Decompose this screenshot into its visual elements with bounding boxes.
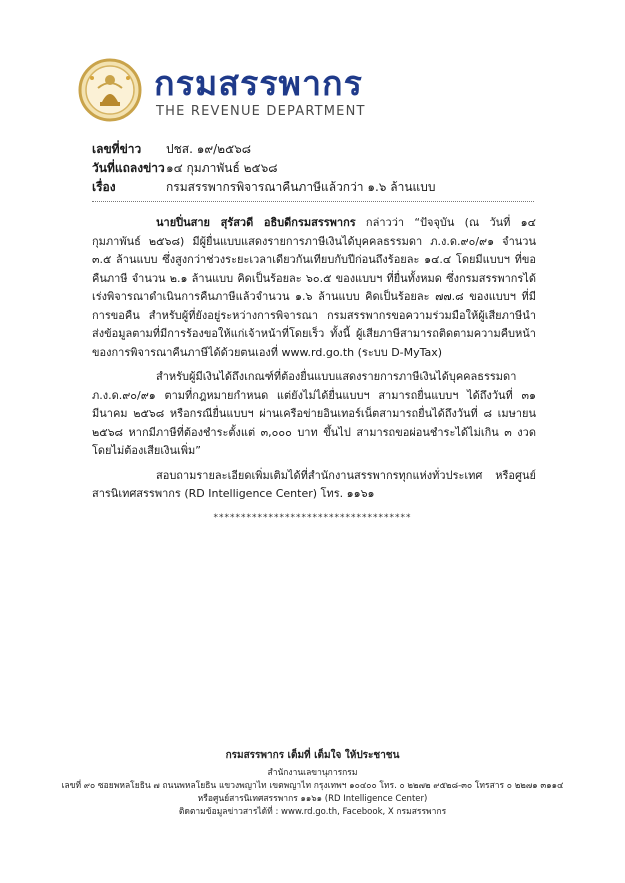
release-date-value: ๑๔ กุมภาพันธ์ ๒๕๖๘ bbox=[166, 161, 278, 175]
paragraph-3: สอบถามรายละเอียดเพิ่มเติมได้ที่สำนักงานสรรพากรทุกแห่งทั่วประเทศ หรือศูนย์สารนิเทศสรรพากร (RD Intelligence Center) โทร. ๑๑๖๑ bbox=[92, 468, 536, 500]
release-date-label: วันที่แถลงข่าว bbox=[92, 161, 165, 175]
footer-office: สำนักงานเลขานุการกรม bbox=[267, 768, 358, 778]
subject-label: เรื่อง bbox=[92, 180, 116, 194]
press-release-body bbox=[92, 214, 536, 510]
footer-follow: ติดตามข้อมูลข่าวสารได้ที่ : www.rd.go.th, Facebook, X กรมสรรพากร bbox=[178, 807, 447, 817]
brand-subtitle: THE REVENUE DEPARTMENT bbox=[156, 104, 366, 119]
revenue-department-seal-logo bbox=[78, 58, 142, 122]
speaker-name: นายปิ่นสาย สุรัสวดี อธิบดีกรมสรรพากร bbox=[156, 216, 356, 229]
footer bbox=[0, 749, 625, 819]
dotted-divider bbox=[92, 201, 534, 202]
footer-center: หรือศูนย์สารนิเทศสรรพากร ๑๑๖๑ (RD Intelligence Center) bbox=[197, 794, 428, 804]
subject-value: กรมสรรพากรพิจารณาคืนภาษีแล้วกว่า ๑.๖ ล้านแบบ bbox=[166, 180, 436, 194]
subject-row bbox=[92, 178, 436, 197]
news-meta bbox=[92, 140, 436, 197]
letterhead bbox=[78, 58, 558, 128]
end-of-text-stars: ************************************ bbox=[213, 513, 412, 523]
paragraph-2: สำหรับผู้มีเงินได้ถึงเกณฑ์ที่ต้องยื่นแบบแสดงรายการภาษีเงินได้บุคคลธรรมดา ภ.ง.ด.๙๐/๙๑ ตามที่กฎหมายกำหนด แต่ยังไม่ได้ยื่นแบบฯ สามารถยื่นแบบฯ ได้ถึงวันที่ ๓๑ มีนาคม ๒๕๖๘ หรือกรณียื่นแบบฯ ผ่านเครือข่ายอินเทอร์เน็ตสามารถยื่นได้ถึงวันที่ ๘ เมษายน ๒๕๖๘ หากมีภาษีที่ต้องชำระตั้งแต่ ๓,๐๐๐ บาท ขึ้นไป สามารถขอผ่อนชำระได้ไม่เกิน ๓ งวด โดยไม่ต้องเสียเงินเพิ่ม” bbox=[92, 370, 536, 457]
brand-name: กรมสรรพากร bbox=[154, 64, 363, 104]
paragraph-1-text: กล่าวว่า “ปัจจุบัน (ณ วันที่ ๑๔ กุมภาพันธ์ ๒๕๖๘) มีผู้ยื่นแบบแสดงรายการภาษีเงินได้บุคคลธรรมดา ภ.ง.ด.๙๐/๙๑ จำนวน ๓.๕ ล้านแบบ ซึ่งสูงกว่าช่วงระยะเวลาเดียวกันเทียบกับปีก่อนถึงร้อยละ ๑๔.๔ โดยมีแบบฯ ที่ขอคืนภาษี จำนวน ๒.๑ ล้านแบบ คิดเป็นร้อยละ ๖๐.๕ ของแบบฯ ที่ยื่นทั้งหมด ซึ่งกรมสรรพากรได้เร่งพิจารณาดำเนินการคืนภาษีแล้วจำนวน ๑.๖ ล้านแบบ คิดเป็นร้อยละ ๗๗.๘ ของแบบฯ ที่มีการขอคืน สำหรับผู้ที่ยังอยู่ระหว่างการพิจารณา กรมสรรพากรขอความร่วมมือให้ผู้เสียภาษีนำส่งข้อมูลตามที่มีการร้องขอให้แก่เจ้าหน้าที่โดยเร็ว ทั้งนี้ ผู้เสียภาษีสามารถติดตามความคืบหน้าของการพิจารณาคืนภาษีได้ด้วยตนเองที่ www.rd.go.th (ระบบ D-MyTax) bbox=[92, 216, 536, 359]
news-number-row bbox=[92, 140, 436, 159]
release-date-row bbox=[92, 159, 436, 178]
footer-address: เลขที่ ๙๐ ซอยพหลโยธิน ๗ ถนนพหลโยธิน แขวงพญาไท เขตพญาไท กรุงเทพฯ ๑๐๔๐๐ โทร. ๐ ๒๒๗๒ ๙๕๒๘-๓๐ โทรสาร ๐ ๒๒๗๑ ๓๑๑๔ bbox=[61, 781, 564, 791]
paragraph-1 bbox=[92, 214, 536, 362]
news-number-value: ปชส. ๑๙/๒๕๖๘ bbox=[166, 142, 252, 156]
news-number-label: เลขที่ข่าว bbox=[92, 142, 142, 156]
footer-slogan: กรมสรรพากร เต็มที่ เต็มใจ ให้ประชาชน bbox=[225, 750, 400, 761]
